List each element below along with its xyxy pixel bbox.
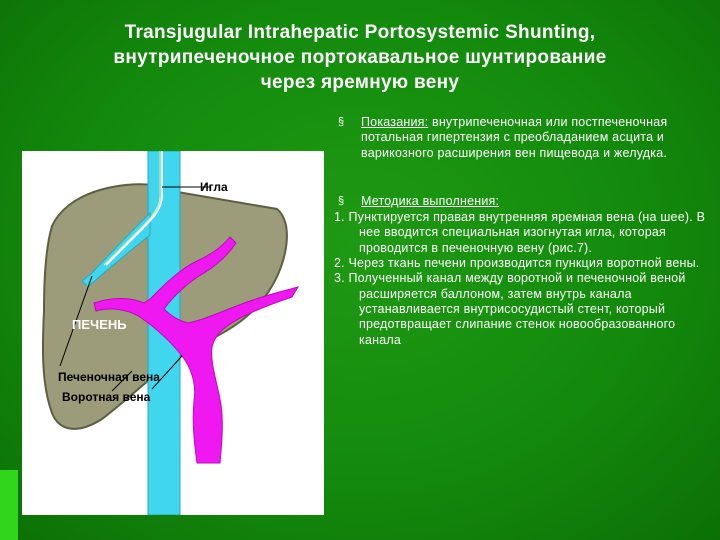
title-line-1: Transjugular Intrahepatic Portosystemic Shunting, xyxy=(124,22,596,43)
method-step-2: 2. Через ткань печени производится пункция воротной вены. xyxy=(334,256,700,271)
hepatic-vein-label: Печеночная вена xyxy=(58,370,160,384)
portal-vein-label: Воротная вена xyxy=(62,390,151,404)
indication-bullet xyxy=(334,115,709,161)
title-line-2: внутрипеченочное портокавальное шунтирование xyxy=(113,47,607,68)
indication-heading: Показания: xyxy=(361,115,429,129)
method-step-1: 1. Пунктируется правая внутренняя яремная вена (на шее). В нее вводится специальная изогнутая игла, которая проводится в печеночную вену (рис.7). xyxy=(334,210,706,255)
tips-diagram xyxy=(22,151,324,515)
method-steps xyxy=(334,210,709,348)
bullet-icon: § xyxy=(338,116,345,128)
method-heading: Методика выполнения: xyxy=(361,193,500,208)
method-step-3: 3. Полученный канал между воротной и печеночной веной расширяется баллоном, затем внутрь канала устанавливается внутрисосудистый стент, который предотвращает слипание стенок новообразованного канала xyxy=(334,271,686,347)
title-line-3: через яремную вену xyxy=(260,72,460,93)
left-accent-strip xyxy=(0,470,18,540)
method-bullet xyxy=(334,194,709,209)
slide-text xyxy=(334,115,709,348)
needle-label: Игла xyxy=(200,180,228,194)
liver-label: ПЕЧЕНЬ xyxy=(72,317,127,332)
bullet-icon: § xyxy=(338,194,345,207)
slide-title xyxy=(40,20,680,95)
indication-body: внутрипеченочная или постпеченочная потальная гипертензия с преобладанием асцита и варикозного расширения вен пищевода и желудка. xyxy=(361,115,668,160)
tips-illustration xyxy=(22,151,324,515)
